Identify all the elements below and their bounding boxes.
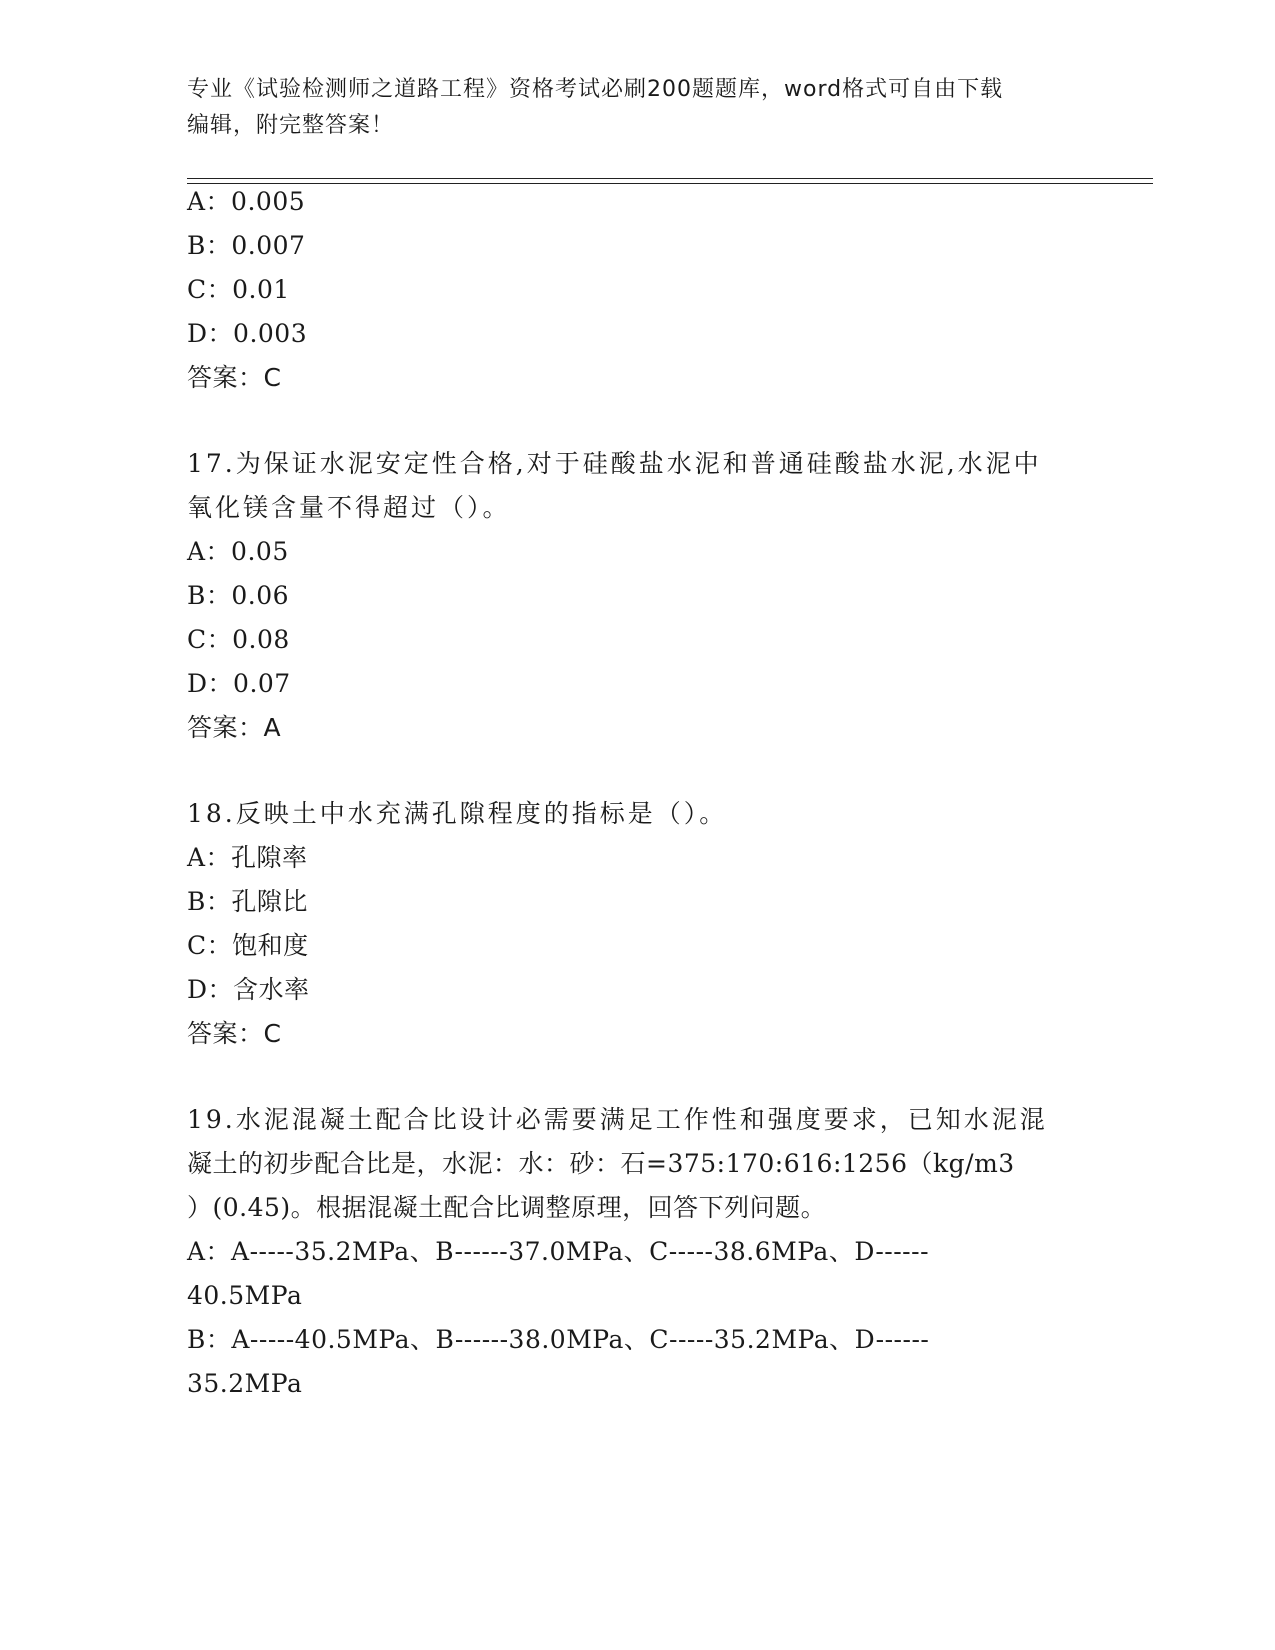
q18-option-a: A：孔隙率 bbox=[187, 843, 308, 872]
header-divider-bottom bbox=[187, 183, 1153, 184]
q17-question-line-1: 17.为保证水泥安定性合格,对于硅酸盐水泥和普通硅酸盐水泥,水泥中 bbox=[187, 449, 1042, 478]
q17-question-line-2: 氧化镁含量不得超过（）。 bbox=[187, 493, 511, 522]
q16-option-b: B：0.007 bbox=[187, 231, 306, 260]
q19-option-b-line-1: B：A-----40.5MPa、B------38.0MPa、C-----35.2MPa、D------ bbox=[187, 1325, 930, 1354]
q17-answer: 答案：A bbox=[187, 713, 282, 742]
q17-option-c: C：0.08 bbox=[187, 625, 290, 654]
q18-question-line-1: 18.反映土中水充满孔隙程度的指标是（）。 bbox=[187, 799, 728, 828]
q17-option-d: D：0.07 bbox=[187, 669, 291, 698]
q19-option-a-line-2: 40.5MPa bbox=[187, 1281, 303, 1310]
q17-option-b: B：0.06 bbox=[187, 581, 290, 610]
q16-option-a: A：0.005 bbox=[187, 187, 306, 216]
q19-question-line-3: ）(0.45)。根据混凝土配合比调整原理，回答下列问题。 bbox=[187, 1193, 827, 1222]
q19-option-b-line-2: 35.2MPa bbox=[187, 1369, 303, 1398]
q18-option-b: B：孔隙比 bbox=[187, 887, 308, 916]
q18-option-d: D：含水率 bbox=[187, 975, 310, 1004]
q16-answer: 答案：C bbox=[187, 363, 282, 392]
q19-option-a-line-1: A：A-----35.2MPa、B------37.0MPa、C-----38.6MPa、D------ bbox=[187, 1237, 930, 1266]
header-divider-top bbox=[187, 178, 1153, 179]
q16-option-c: C：0.01 bbox=[187, 275, 290, 304]
header-title-line-2: 编辑，附完整答案！ bbox=[187, 113, 395, 138]
document-header bbox=[187, 72, 1087, 144]
q18-option-c: C：饱和度 bbox=[187, 931, 309, 960]
q18-answer: 答案：C bbox=[187, 1019, 282, 1048]
q19-question-line-1: 19.水泥混凝土配合比设计必需要满足工作性和强度要求，已知水泥混 bbox=[187, 1105, 1048, 1134]
q16-option-d: D：0.003 bbox=[187, 319, 308, 348]
header-title-line-1: 专业《试验检测师之道路工程》资格考试必刷200题题库，word格式可自由下载 bbox=[187, 77, 1004, 102]
q19-question-line-2: 凝土的初步配合比是，水泥：水：砂：石=375:170:616:1256（kg/m3 bbox=[187, 1149, 1015, 1178]
q17-option-a: A：0.05 bbox=[187, 537, 289, 566]
